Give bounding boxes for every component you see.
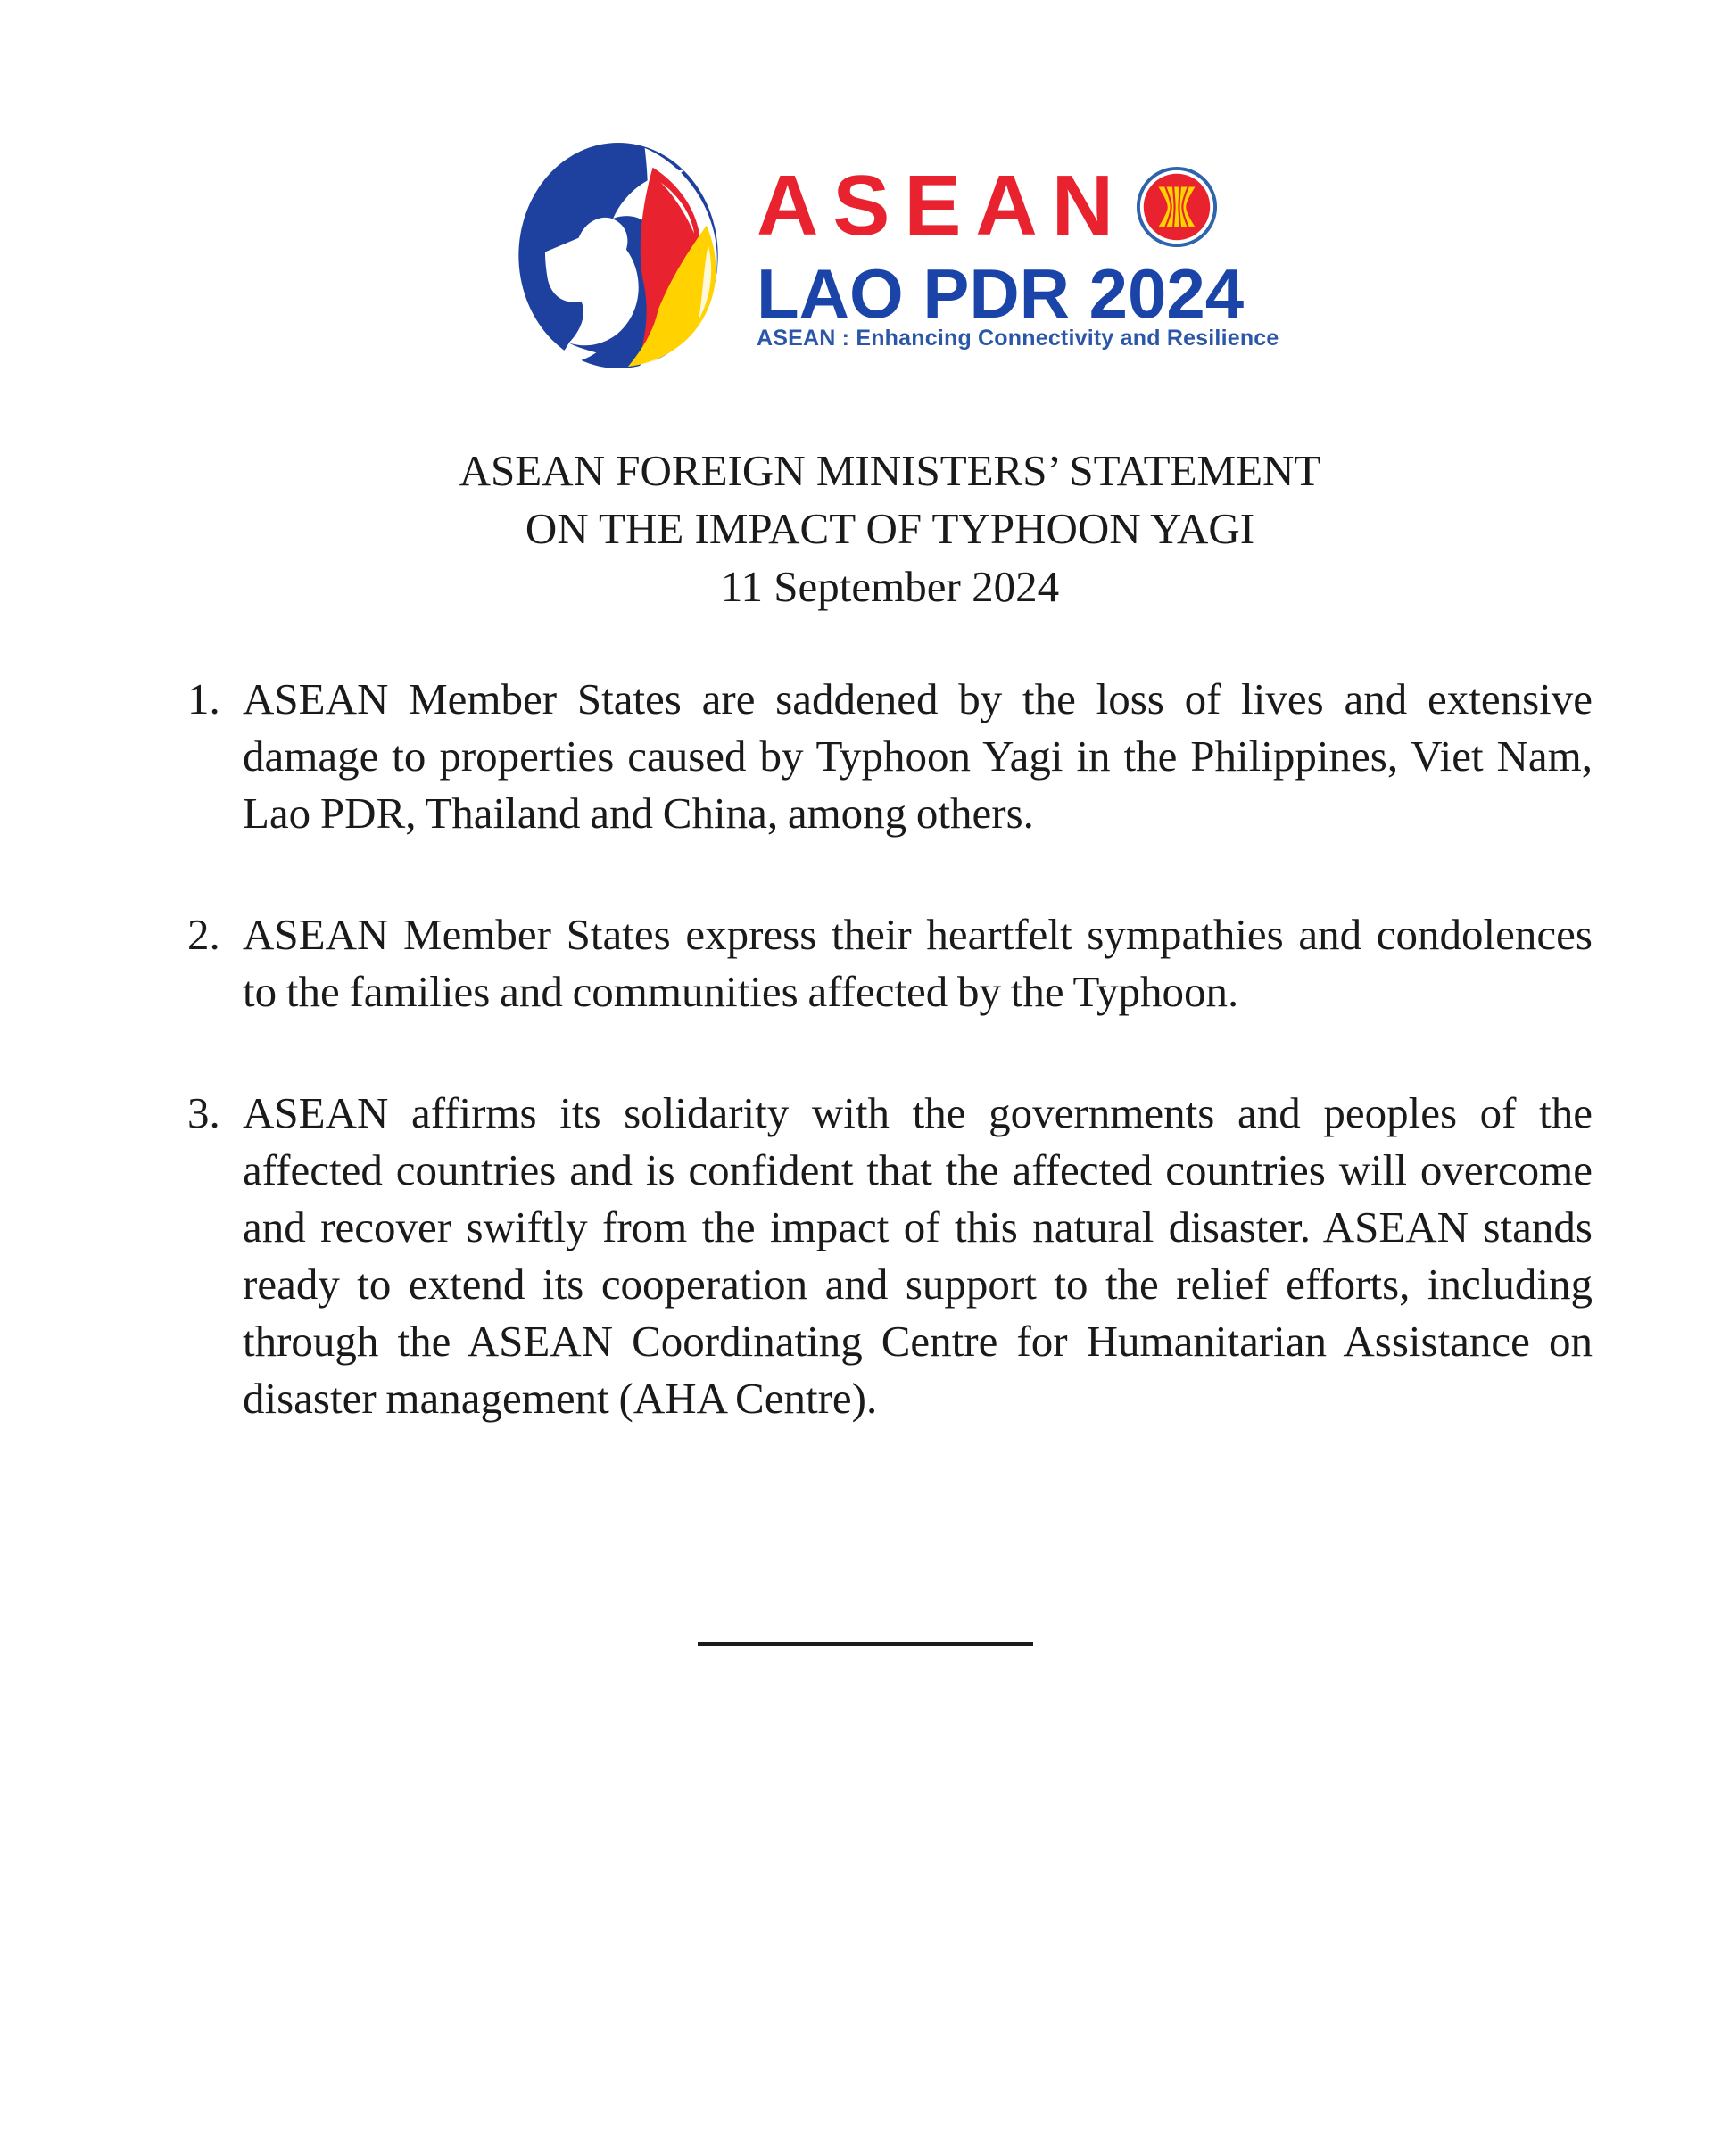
statement-paragraph-3 [187, 1085, 1593, 1427]
paragraph-number: 2. [187, 910, 220, 959]
title-line-1: ASEAN FOREIGN MINISTERS’ STATEMENT [459, 446, 1321, 495]
statement-paragraph-1 [187, 671, 1593, 842]
asean-wordmark: ASEAN [757, 158, 1129, 253]
dove-peace-logo-icon [513, 141, 725, 370]
paragraph-text: ASEAN affirms its solidarity with the governments and peoples of the affected countries and is confident that the affected countries will overcome and recover swiftly from the impact of this natural disaster. ASEAN stands ready to extend its cooperation and support to the relief efforts, including through the ASEAN Coordinating Centre for Humanitarian Assistance on disaster management (AHA Centre). [243, 1088, 1593, 1423]
end-of-statement-divider [698, 1642, 1033, 1646]
statement-date: 11 September 2024 [720, 562, 1060, 611]
paragraph-text: ASEAN Member States express their heartfelt sympathies and condolences to the families and communities affected by the Typhoon. [243, 910, 1593, 1016]
logo-tagline: ASEAN : Enhancing Connectivity and Resilience [757, 326, 1279, 351]
logo-event-title: LAO PDR 2024 [757, 254, 1245, 333]
asean-summit-logo [757, 158, 1292, 351]
paragraph-number: 3. [187, 1088, 220, 1137]
statement-paragraph-2 [187, 906, 1593, 1020]
asean-emblem-icon [1135, 165, 1219, 249]
statement-body [187, 671, 1593, 1491]
paragraph-text: ASEAN Member States are saddened by the loss of lives and extensive damage to properties caused by Typhoon Yagi in the Philippines, Viet Nam, Lao PDR, Thailand and China, among others. [243, 674, 1593, 838]
paragraph-number: 1. [187, 674, 220, 723]
statement-title [187, 442, 1593, 615]
title-line-2: ON THE IMPACT OF TYPHOON YAGI [525, 504, 1255, 553]
